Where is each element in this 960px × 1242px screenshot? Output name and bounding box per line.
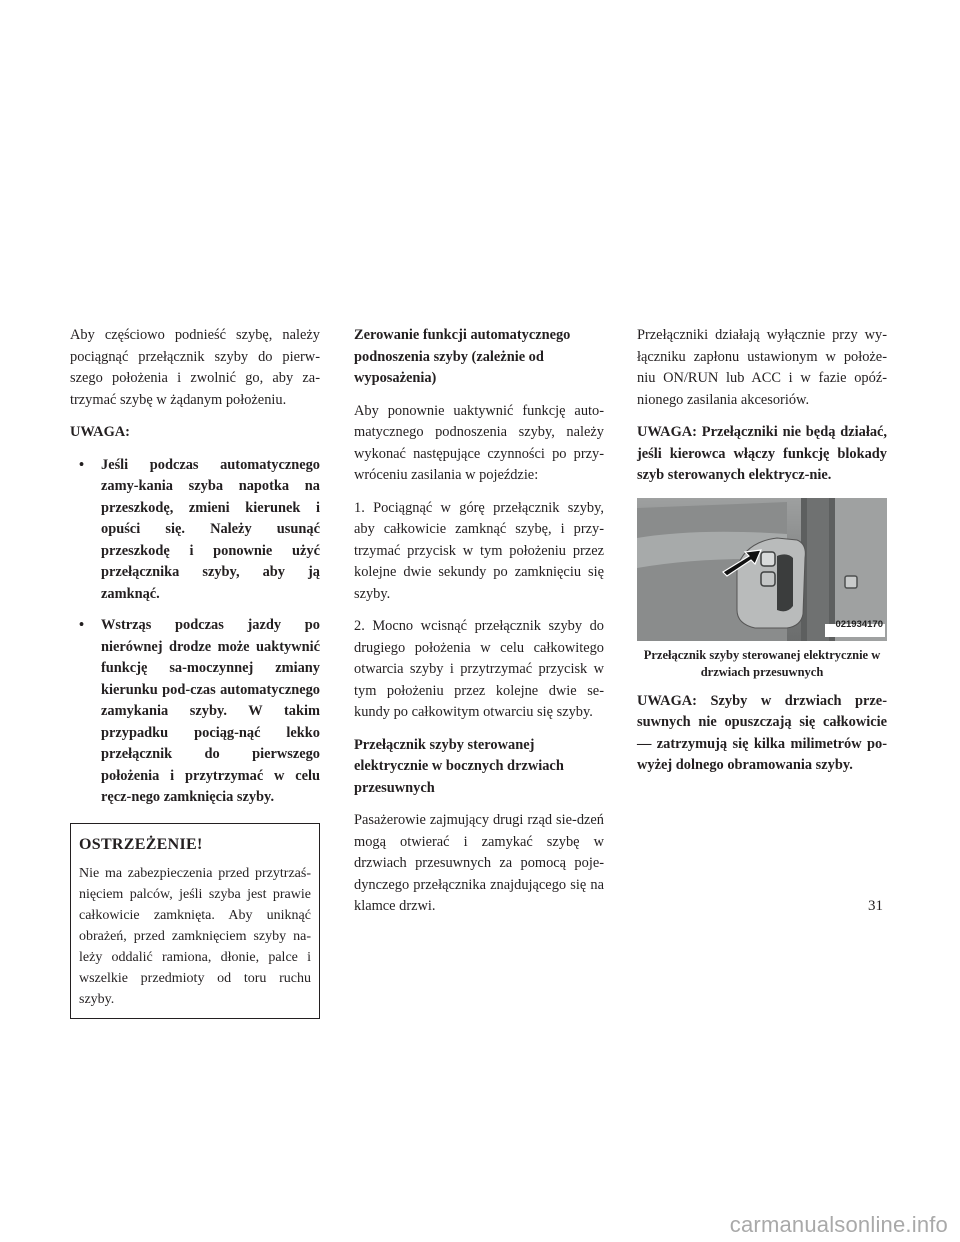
step-1: 1. Pociągnąć w górę przełącznik szyby, aby całkowicie zamknąć szybę, i przy-trzymać przycisk w tym położeniu przez kolejne dwie sekundy po zamknięciu się szyby. xyxy=(354,499,604,602)
note-bullet-list xyxy=(70,455,320,809)
section-heading-reset: Zerowanie funkcji automatycznego podnoszenia szyby (zależnie od wyposażenia) xyxy=(354,327,571,386)
column-middle xyxy=(354,325,604,929)
note-heading: UWAGA: xyxy=(70,424,130,440)
warning-title: OSTRZEŻENIE! xyxy=(79,835,203,853)
door-switch-figure xyxy=(637,498,887,641)
note-sliding-window: UWAGA: Szyby w drzwiach prze-suwnych nie opuszczają się całkowicie — zatrzymują się kilka milimetrów po-wyżej dolnego obramowania szyby. xyxy=(637,692,887,773)
bullet-dot-icon: • xyxy=(79,456,85,473)
step-2: 2. Mocno wcisnąć przełącznik szyby do drugiego położenia w celu całkowitego otwarcia szyby i przytrzymać przycisk w tym położeniu przez kolejne dwie se-kundy po całkowitym otwarciu się szyby. xyxy=(354,618,604,720)
paragraph-ignition: Przełączniki działają wyłącznie przy wy-łączniku zapłonu ustawionym w położe-niu ON/RUN lub ACC i w fazie opóź-nionego zasilania akcesoriów. xyxy=(637,327,887,408)
bullet-item: • Jeśli podczas automatycznego zamy-kania szyba napotka na przeszkodę, zmieni kierunek i opuści się. Należy usunąć przeszkodę i ponownie użyć przełącznika szyby, aby ją zamknąć. xyxy=(79,456,320,602)
bullet-item: • Wstrząs podczas jazdy po nierównej drodze może uaktywnić funkcję sa-moczynnej zmiany kierunku pod-czas automatycznego zamykania szyby. W takim przypadku pociąg-nąć lekko przełącznik do pierwszego położenia i przytrzymać w celu ręcz-nego zamknięcia szyby. xyxy=(79,617,320,805)
paragraph-partial-raise: Aby częściowo podnieść szybę, należy pociągnąć przełącznik szyby do pierw-szego położenia i zwolnić go, aby za-trzymać szybę w żądanym położeniu. xyxy=(70,327,320,408)
bullet-dot-icon: • xyxy=(79,617,85,633)
column-left xyxy=(70,325,320,1019)
figure-code-label: 021934170 xyxy=(835,619,883,630)
section-heading-sliding-door: Przełącznik szyby sterowanej elektrycznie w bocznych drzwiach przesuwnych xyxy=(354,736,564,796)
page-number: 31 xyxy=(868,898,883,914)
column-right xyxy=(637,325,887,788)
paragraph-sliding-door: Pasażerowie zajmujący drugi rząd sie-dzeń mogą otwierać i zamykać szybę w drzwiach przesuwnych za pomocą poje-dynczego przełącznika znajdującego się na klamce drzwi. xyxy=(354,812,604,914)
watermark: carmanualsonline.info xyxy=(729,1212,948,1237)
warning-box xyxy=(70,823,320,1020)
warning-text: Nie ma zabezpieczenia przed przytrzaś-nięciem palców, jeśli szyba jest prawie całkowicie zamknięta. Aby uniknąć obrażeń, przed zamknięciem szyby na-leży oddalić ramiona, dłonie, palce i wszelkie przedmioty od toru ruchu szyby. xyxy=(79,866,311,1007)
figure-caption: Przełącznik szyby sterowanej elektrycznie w drzwiach przesuwnych xyxy=(643,647,881,679)
note-lockout: UWAGA: Przełączniki nie będą działać, jeśli kierowca włączy funkcję blokady szyb sterowanych elektrycz-nie. xyxy=(637,424,887,483)
paragraph-reset-intro: Aby ponownie uaktywnić funkcję auto-matycznego podnoszenia szyby, należy wykonać następujące czynności po przy-wróceniu zasilania w pojeździe: xyxy=(354,402,604,483)
